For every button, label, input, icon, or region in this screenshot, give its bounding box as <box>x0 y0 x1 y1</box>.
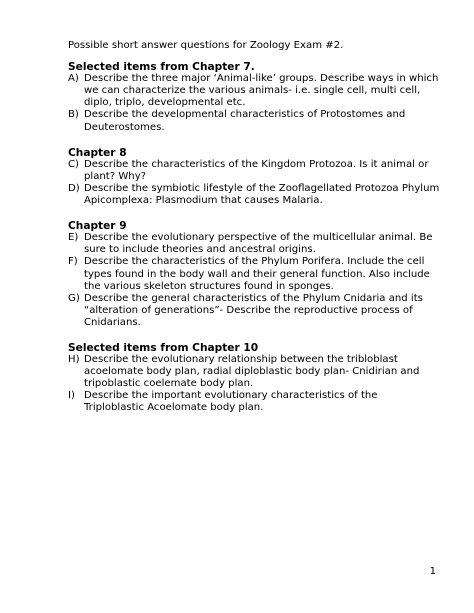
question-text: Describe the evolutionary perspective of the multicellular animal. Be sure to include theories and ancestral origins. <box>84 232 433 256</box>
question-text: Describe the important evolutionary characteristics of the Triploblastic Acoelomate body plan. <box>84 390 378 414</box>
question-item <box>68 109 440 133</box>
question-text: Describe the characteristics of the Kingdom Protozoa. Is it animal or plant? Why? <box>84 158 429 182</box>
question-text: Describe the general characteristics of the Phylum Cnidaria and its “alteration of generations”- Describe the reproductive process of Cnidarians. <box>84 292 423 328</box>
question-item <box>68 390 440 414</box>
section-heading: Selected items from Chapter 10 <box>68 341 259 354</box>
question-item <box>68 293 440 329</box>
question-letter: C) <box>68 158 79 170</box>
question-text: Describe the symbiotic lifestyle of the Zooflagellated Protozoa Phylum Apicomplexa: Plasmodium that causes Malaria. <box>84 182 440 207</box>
question-text: Describe the three major ‘Animal-like’ groups. Describe ways in which we can characterize the various animals- i.e. single cell, multi cell, diplo, triplo, developmental etc. <box>84 73 439 109</box>
question-item <box>68 232 440 256</box>
question-item <box>68 159 440 183</box>
question-letter: E) <box>68 232 79 244</box>
question-letter: F) <box>68 256 78 268</box>
question-text: Describe the developmental characteristics of Protostomes and Deuterostomes. <box>84 109 406 133</box>
section-chapter-10 <box>68 342 440 415</box>
section-chapter-9 <box>68 220 440 329</box>
question-text: Describe the evolutionary relationship between the tribloblast acoelomate body plan, radial diploblastic body plan- Cnidirian and tripoblastic coelemate body plan. <box>84 354 420 390</box>
page-number: 1 <box>429 566 436 577</box>
question-item <box>68 354 440 390</box>
section-heading: Chapter 9 <box>68 220 127 233</box>
question-letter: A) <box>68 73 79 85</box>
question-letter: I) <box>68 390 75 402</box>
question-text: Describe the characteristics of the Phylum Porifera. Include the cell types found in the body wall and their general function. Also include the various skeleton structures found in sponges. <box>84 256 430 292</box>
question-letter: D) <box>68 182 80 194</box>
intro-text: Possible short answer questions for Zoology Exam #2. <box>68 40 344 51</box>
question-item <box>68 183 440 207</box>
question-item <box>68 256 440 292</box>
section-heading: Selected items from Chapter 7. <box>68 61 255 74</box>
question-item <box>68 73 440 109</box>
section-chapter-7 <box>68 61 440 134</box>
section-chapter-8 <box>68 147 440 207</box>
question-letter: H) <box>68 354 80 366</box>
document-page <box>68 40 440 428</box>
section-heading: Chapter 8 <box>68 146 127 159</box>
question-letter: B) <box>68 109 79 121</box>
question-letter: G) <box>68 292 80 304</box>
